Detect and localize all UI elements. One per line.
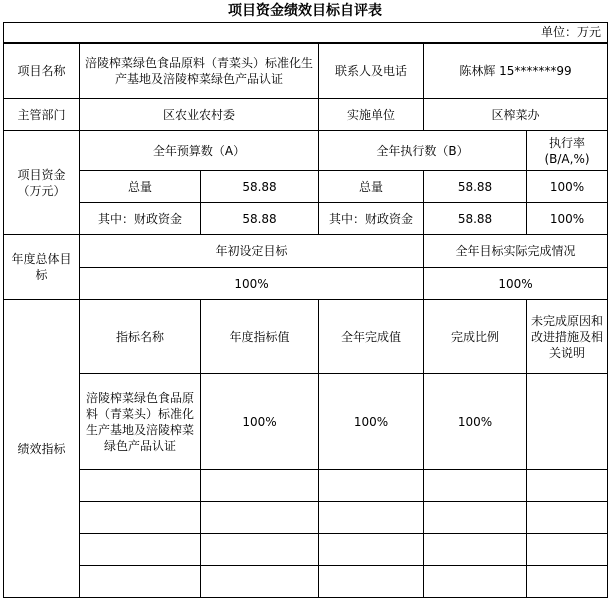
dept-label: 主管部门 [4, 99, 80, 131]
page-title: 项目资金绩效目标自评表 [228, 3, 382, 19]
impl-unit-value: 区榨菜办 [424, 99, 608, 131]
fiscal-exec: 58.88 [424, 203, 527, 235]
goal-actual-value: 100% [424, 268, 608, 300]
row1-annual-done: 100% [319, 374, 424, 470]
empty-cell [80, 534, 201, 566]
empty-cell [201, 566, 319, 598]
fiscal-label: 其中：财政资金 [80, 203, 201, 235]
unit-label: 单位：万元 [4, 23, 608, 43]
total-budget: 58.88 [201, 171, 319, 203]
total-label: 总量 [80, 171, 201, 203]
empty-cell [80, 502, 201, 534]
empty-cell [527, 470, 608, 502]
project-name-value: 涪陵榨菜绿色食品原料（青菜头）标准化生产基地及涪陵榨菜绿色产品认证 [80, 43, 319, 99]
goal-label: 年度总体目标 [4, 235, 80, 300]
project-name-label: 项目名称 [4, 43, 80, 99]
evaluation-table [3, 22, 608, 598]
rate-header: 执行率(B/A,%) [527, 131, 608, 171]
empty-cell [527, 502, 608, 534]
budget-header: 全年预算数（A） [80, 131, 319, 171]
dept-value: 区农业农村委 [80, 99, 319, 131]
goal-actual-header: 全年目标实际完成情况 [424, 235, 608, 268]
funds-label: 项目资金（万元） [4, 131, 80, 235]
empty-cell [424, 534, 527, 566]
goal-set-header: 年初设定目标 [80, 235, 424, 268]
empty-cell [527, 566, 608, 598]
total-rate: 100% [527, 171, 608, 203]
impl-unit-label: 实施单位 [319, 99, 424, 131]
contact-label: 联系人及电话 [319, 43, 424, 99]
fiscal-budget: 58.88 [201, 203, 319, 235]
empty-cell [527, 534, 608, 566]
empty-cell [319, 470, 424, 502]
empty-cell [80, 566, 201, 598]
contact-value: 陈林辉 15*******99 [424, 43, 608, 99]
total-exec-label: 总量 [319, 171, 424, 203]
perf-label: 绩效指标 [4, 300, 80, 598]
empty-cell [80, 470, 201, 502]
row1-indicator-name: 涪陵榨菜绿色食品原料（青菜头）标准化生产基地及涪陵榨菜绿色产品认证 [80, 374, 201, 470]
col-annual-done: 全年完成值 [319, 300, 424, 374]
exec-header: 全年执行数（B） [319, 131, 527, 171]
row1-completion-ratio: 100% [424, 374, 527, 470]
col-indicator-name: 指标名称 [80, 300, 201, 374]
row1-annual-target: 100% [201, 374, 319, 470]
fiscal-rate: 100% [527, 203, 608, 235]
total-exec: 58.88 [424, 171, 527, 203]
empty-cell [319, 534, 424, 566]
empty-cell [424, 502, 527, 534]
goal-set-value: 100% [80, 268, 424, 300]
empty-cell [319, 566, 424, 598]
empty-cell [424, 566, 527, 598]
empty-cell [319, 502, 424, 534]
empty-cell [201, 502, 319, 534]
empty-cell [201, 470, 319, 502]
col-completion-ratio: 完成比例 [424, 300, 527, 374]
col-reason: 未完成原因和改进措施及相关说明 [527, 300, 608, 374]
row1-reason [527, 374, 608, 470]
empty-cell [201, 534, 319, 566]
col-annual-target: 年度指标值 [201, 300, 319, 374]
empty-cell [424, 470, 527, 502]
fiscal-exec-label: 其中：财政资金 [319, 203, 424, 235]
